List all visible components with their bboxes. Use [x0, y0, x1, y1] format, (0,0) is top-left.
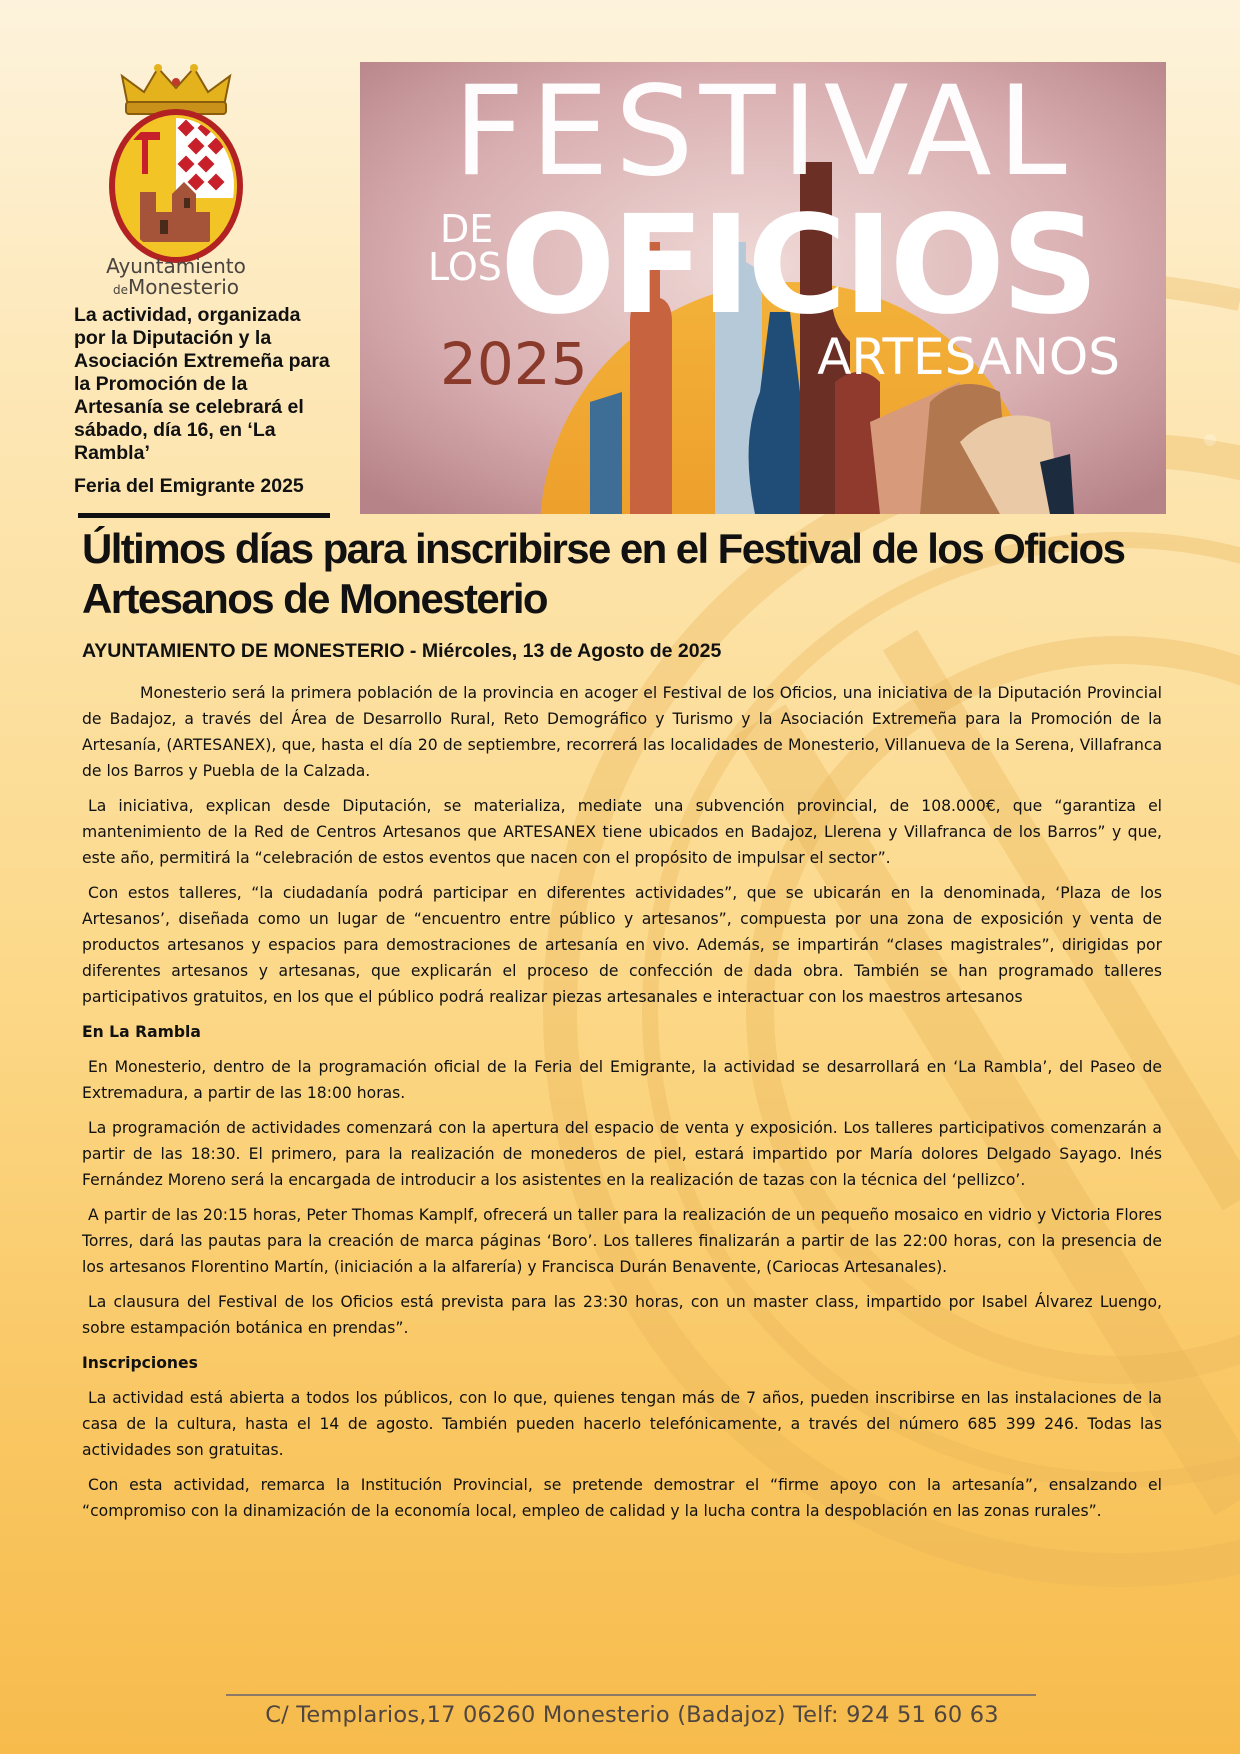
- poster-year: 2025: [440, 330, 588, 398]
- festival-poster-image: [360, 62, 1166, 514]
- poster-de-word: DE: [440, 207, 494, 251]
- article-paragraph: Con esta actividad, remarca la Institución Provincial, se pretende demostrar el “firme apoyo con la artesanía”, ensalzando el “compromiso con la dinamización de la economía local, empleo de calidad y la lucha contra la despoblación en las zonas rurales”.: [82, 1476, 1162, 1520]
- article-paragraph: La programación de actividades comenzará con la apertura del espacio de venta y exposición. Los talleres participativos comenzarán a partir de las 18:30. El primero, para la realización de monederos de piel, estará impartido por María dolores Delgado Sayago. Inés Fernández Moreno será la encargada de introducir a los asistentes en la realización de tazas con la técnica del ‘pellizco’.: [82, 1119, 1162, 1189]
- feria-label: Feria del Emigrante 2025: [74, 475, 304, 497]
- poster-oficios-word: OFICIOS: [500, 187, 1096, 345]
- article-paragraph: Con estos talleres, “la ciudadanía podrá participar en diferentes actividades”, que se ubicarán en la denominada, ‘Plaza de los Artesanos’, diseñada como un lugar de “encuentro entre público y artesanos”, compuesta por una zona de exposición y venta de productos artesanos y espacios para demostraciones de artesanía en vivo. Además, se impartirán “clases magistrales”, dirigidas por diferentes artesanos y artesanas, que explicarán el proceso de confección de dada obra. También se han programado talleres participativos gratuitos, en los que el público podrá realizar piezas artesanales e interactuar con los maestros artesanos: [82, 884, 1162, 1006]
- ayuntamiento-line1: Ayuntamiento: [106, 254, 246, 278]
- article-paragraph: A partir de las 20:15 horas, Peter Thomas Kamplf, ofrecerá un taller para la realización de un pequeño mosaico en vidrio y Victoria Flores Torres, dará las pautas para la creación de marca páginas ‘Boro’. Los talleres finalizarán a partir de las 22:00 horas, con la presencia de los artesanos Florentino Martín, (iniciación a la alfarería) y Francisca Durán Benavente, (Cariocas Artesanales).: [82, 1206, 1162, 1276]
- article-paragraph: La clausura del Festival de los Oficios está prevista para las 23:30 horas, con un master class, impartido por Isabel Álvarez Luengo, sobre estampación botánica en prendas”.: [82, 1293, 1162, 1337]
- ayuntamiento-town: Monesterio: [127, 275, 240, 299]
- ayuntamiento-de: de: [112, 283, 128, 297]
- article-byline: AYUNTAMIENTO DE MONESTERIO - Miércoles, 13 de Agosto de 2025: [82, 640, 722, 662]
- subheading-en-la-rambla: En La Rambla: [82, 1023, 201, 1041]
- footer-address: C/ Templarios,17 06260 Monesterio (Badajoz) Telf: 924 51 60 63: [265, 1702, 999, 1728]
- poster-festival-word: FESTIVAL: [453, 62, 1073, 204]
- poster-artesanos-word: ARTESANOS: [817, 328, 1120, 386]
- poster-los-word: LOS: [428, 245, 502, 289]
- ayuntamiento-line2: [88, 277, 264, 301]
- article-paragraph: La actividad está abierta a todos los públicos, con lo que, quienes tengan más de 7 años, pueden inscribirse en las instalaciones de la casa de la cultura, hasta el 14 de agosto. También pueden hacerlo telefónicamente, a través del número 685 399 246. Todas las actividades son gratuitas.: [82, 1389, 1162, 1459]
- header-divider: [78, 513, 330, 518]
- subheading-inscripciones: Inscripciones: [82, 1354, 198, 1372]
- article-headline: Últimos días para inscribirse en el Festival de los Oficios Artesanos de Monesterio: [82, 525, 1125, 622]
- article-paragraph: Monesterio será la primera población de la provincia en acoger el Festival de los Oficios, una iniciativa de la Diputación Provincial de Badajoz, a través del Área de Desarrollo Rural, Reto Demográfico y Turismo y la Asociación Extremeña para la Promoción de la Artesanía, (ARTESANEX), que, hasta el día 20 de septiembre, recorrerá las localidades de Monesterio, Villanueva de la Serena, Villafranca de los Barros y Puebla de la Calzada.: [82, 684, 1162, 780]
- article-summary: La actividad, organizada por la Diputación y la Asociación Extremeña para la Promoción de la Artesanía se celebrará el sábado, día 16, en ‘La Rambla’: [74, 304, 330, 464]
- article-body: [82, 680, 1162, 1533]
- footer-divider: [226, 1694, 1036, 1696]
- article-paragraph: La iniciativa, explican desde Diputación, se materializa, mediate una subvención provincial, de 108.000€, que “garantiza el mantenimiento de la Red de Centros Artesanos que ARTESANEX tiene ubicados en Badajoz, Llerena y Villafranca de los Barros” y que, este año, permitirá la “celebración de estos eventos que nacen con el propósito de impulsar el sector”.: [82, 797, 1162, 867]
- monesterio-coat-of-arms-icon: [100, 62, 252, 272]
- ayuntamiento-wordmark: [88, 256, 264, 301]
- article-paragraph: En Monesterio, dentro de la programación oficial de la Feria del Emigrante, la actividad se desarrollará en ‘La Rambla’, del Paseo de Extremadura, a partir de las 18:00 horas.: [82, 1058, 1162, 1102]
